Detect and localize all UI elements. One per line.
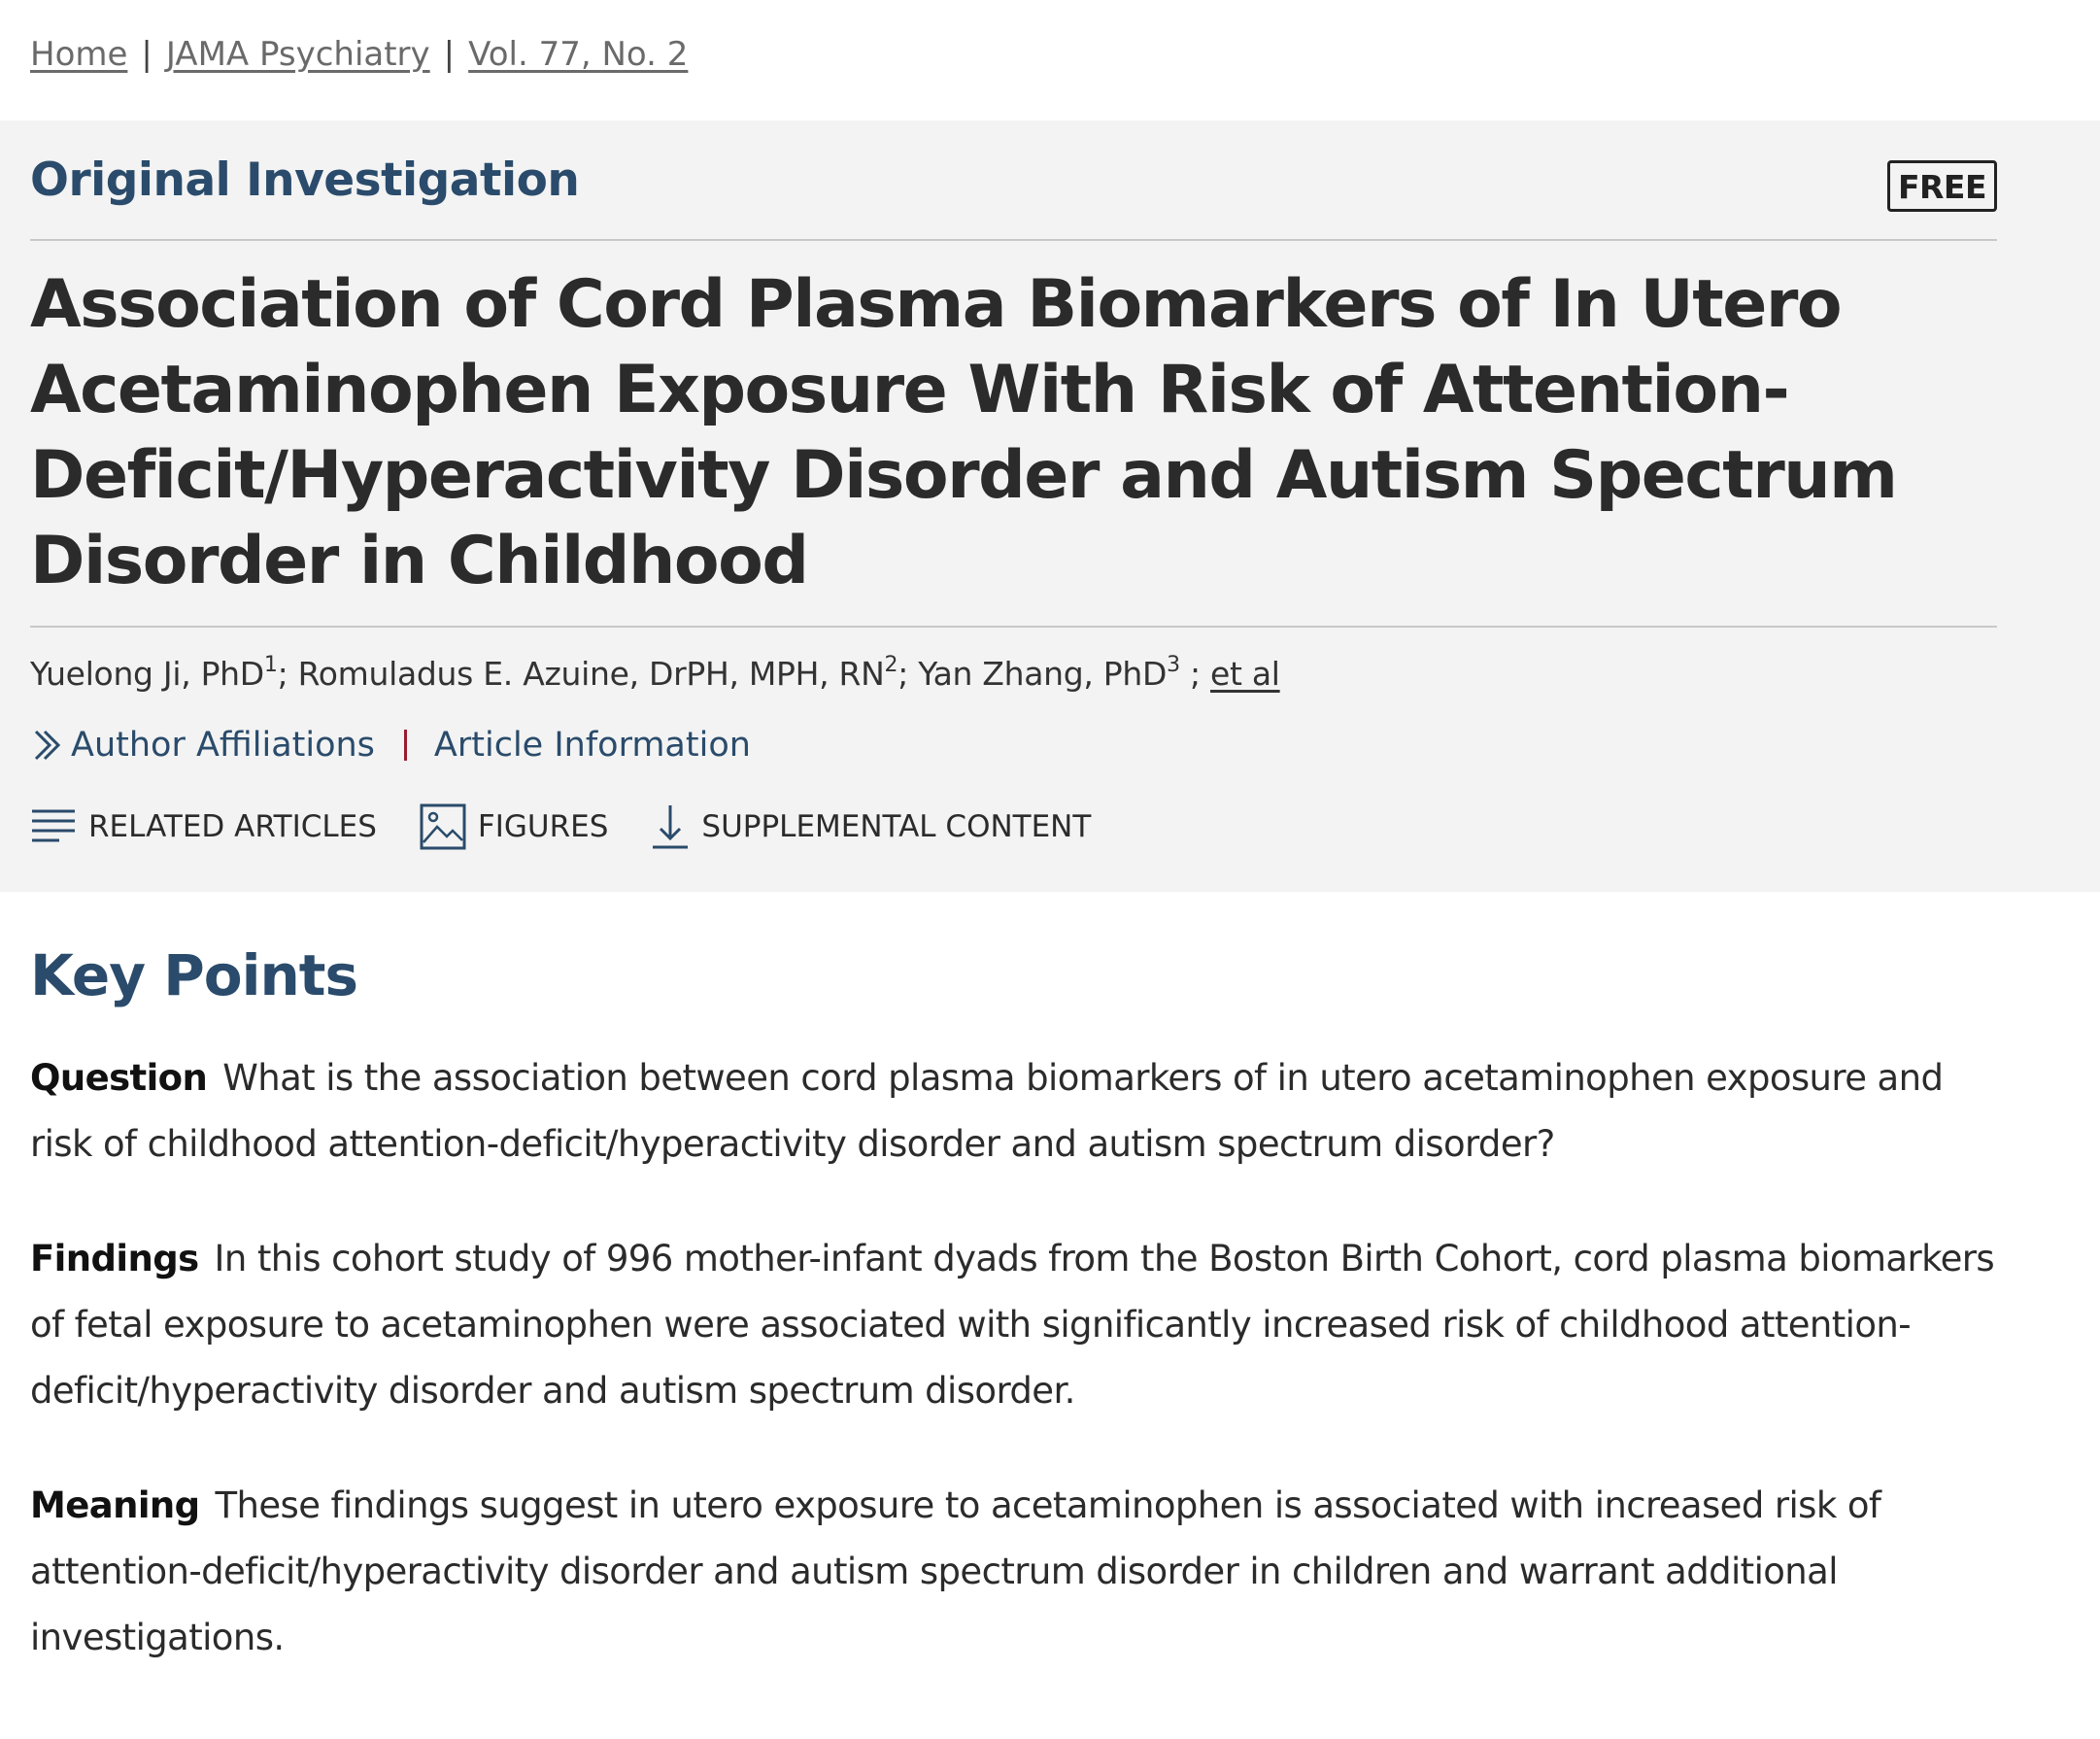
author-name: Yan Zhang, PhD [918, 655, 1168, 693]
author-affiliation-number: 3 [1167, 653, 1180, 677]
breadcrumb-journal-link[interactable]: JAMA Psychiatry [165, 35, 430, 74]
breadcrumb [0, 0, 2100, 120]
findings-label: Findings [30, 1238, 199, 1279]
author-name: Yuelong Ji, PhD [30, 655, 264, 693]
figures-label: FIGURES [477, 809, 609, 844]
download-icon [651, 803, 690, 850]
article-type-label: Original Investigation [30, 153, 580, 207]
key-point-findings [30, 1226, 2012, 1424]
question-label: Question [30, 1057, 208, 1099]
author-affiliations-link[interactable]: Author Affiliations [71, 726, 375, 765]
et-al-separator: ; [1179, 655, 1211, 693]
image-icon [420, 803, 466, 850]
breadcrumb-home-link[interactable]: Home [30, 35, 128, 74]
related-articles-label: RELATED ARTICLES [88, 809, 377, 844]
figures-button[interactable] [420, 803, 609, 850]
key-points-section [0, 942, 2100, 1671]
supplemental-content-button[interactable] [651, 803, 1091, 850]
list-icon [30, 807, 77, 846]
link-divider [404, 730, 407, 761]
author-list [30, 655, 1997, 693]
key-point-meaning [30, 1473, 2012, 1671]
findings-text: In this cohort study of 996 mother-infant dyads from the Boston Birth Cohort, cord plasma biomarkers of fetal exposure to acetaminophen were associated with significantly increased risk of childhood attention-deficit/hyperactivity disorder and autism spectrum disorder. [30, 1238, 1995, 1412]
free-access-badge: FREE [1887, 160, 1997, 212]
breadcrumb-separator: | [141, 35, 152, 74]
et-al-link[interactable]: et al [1210, 655, 1280, 693]
affiliation-row [30, 726, 1997, 765]
key-point-question [30, 1045, 2012, 1177]
article-title: Association of Cord Plasma Biomarkers of In Utero Acetaminophen Exposure With Risk of Attention-Deficit/Hyperactivity Disorder and Autism Spectrum Disorder in Childhood [30, 241, 1997, 628]
article-header [0, 120, 2100, 892]
related-articles-button[interactable] [30, 807, 377, 846]
author-affiliation-number: 1 [263, 653, 278, 677]
meaning-text: These findings suggest in utero exposure to acetaminophen is associated with increased risk of attention-deficit/hyperactivity disorder and autism spectrum disorder in children and warrant additional investigations. [30, 1484, 1881, 1658]
author-affiliation-number: 2 [884, 653, 898, 677]
chevron-double-right-icon [30, 726, 65, 765]
key-points-heading: Key Points [30, 942, 358, 1008]
meaning-label: Meaning [30, 1484, 200, 1526]
breadcrumb-issue-link[interactable]: Vol. 77, No. 2 [468, 35, 689, 74]
breadcrumb-separator: | [443, 35, 456, 74]
article-tools [30, 803, 1997, 850]
supplemental-content-label: SUPPLEMENTAL CONTENT [701, 809, 1092, 844]
author-separator: ; [277, 655, 298, 693]
author-separator: ; [898, 655, 919, 693]
question-text: What is the association between cord plasma biomarkers of in utero acetaminophen exposure and risk of childhood attention-deficit/hyperactivity disorder and autism spectrum disorder? [30, 1057, 1944, 1165]
author-name: Romuladus E. Azuine, DrPH, MPH, RN [297, 655, 885, 693]
article-type-row [30, 120, 1997, 241]
article-information-link[interactable]: Article Information [433, 726, 751, 765]
